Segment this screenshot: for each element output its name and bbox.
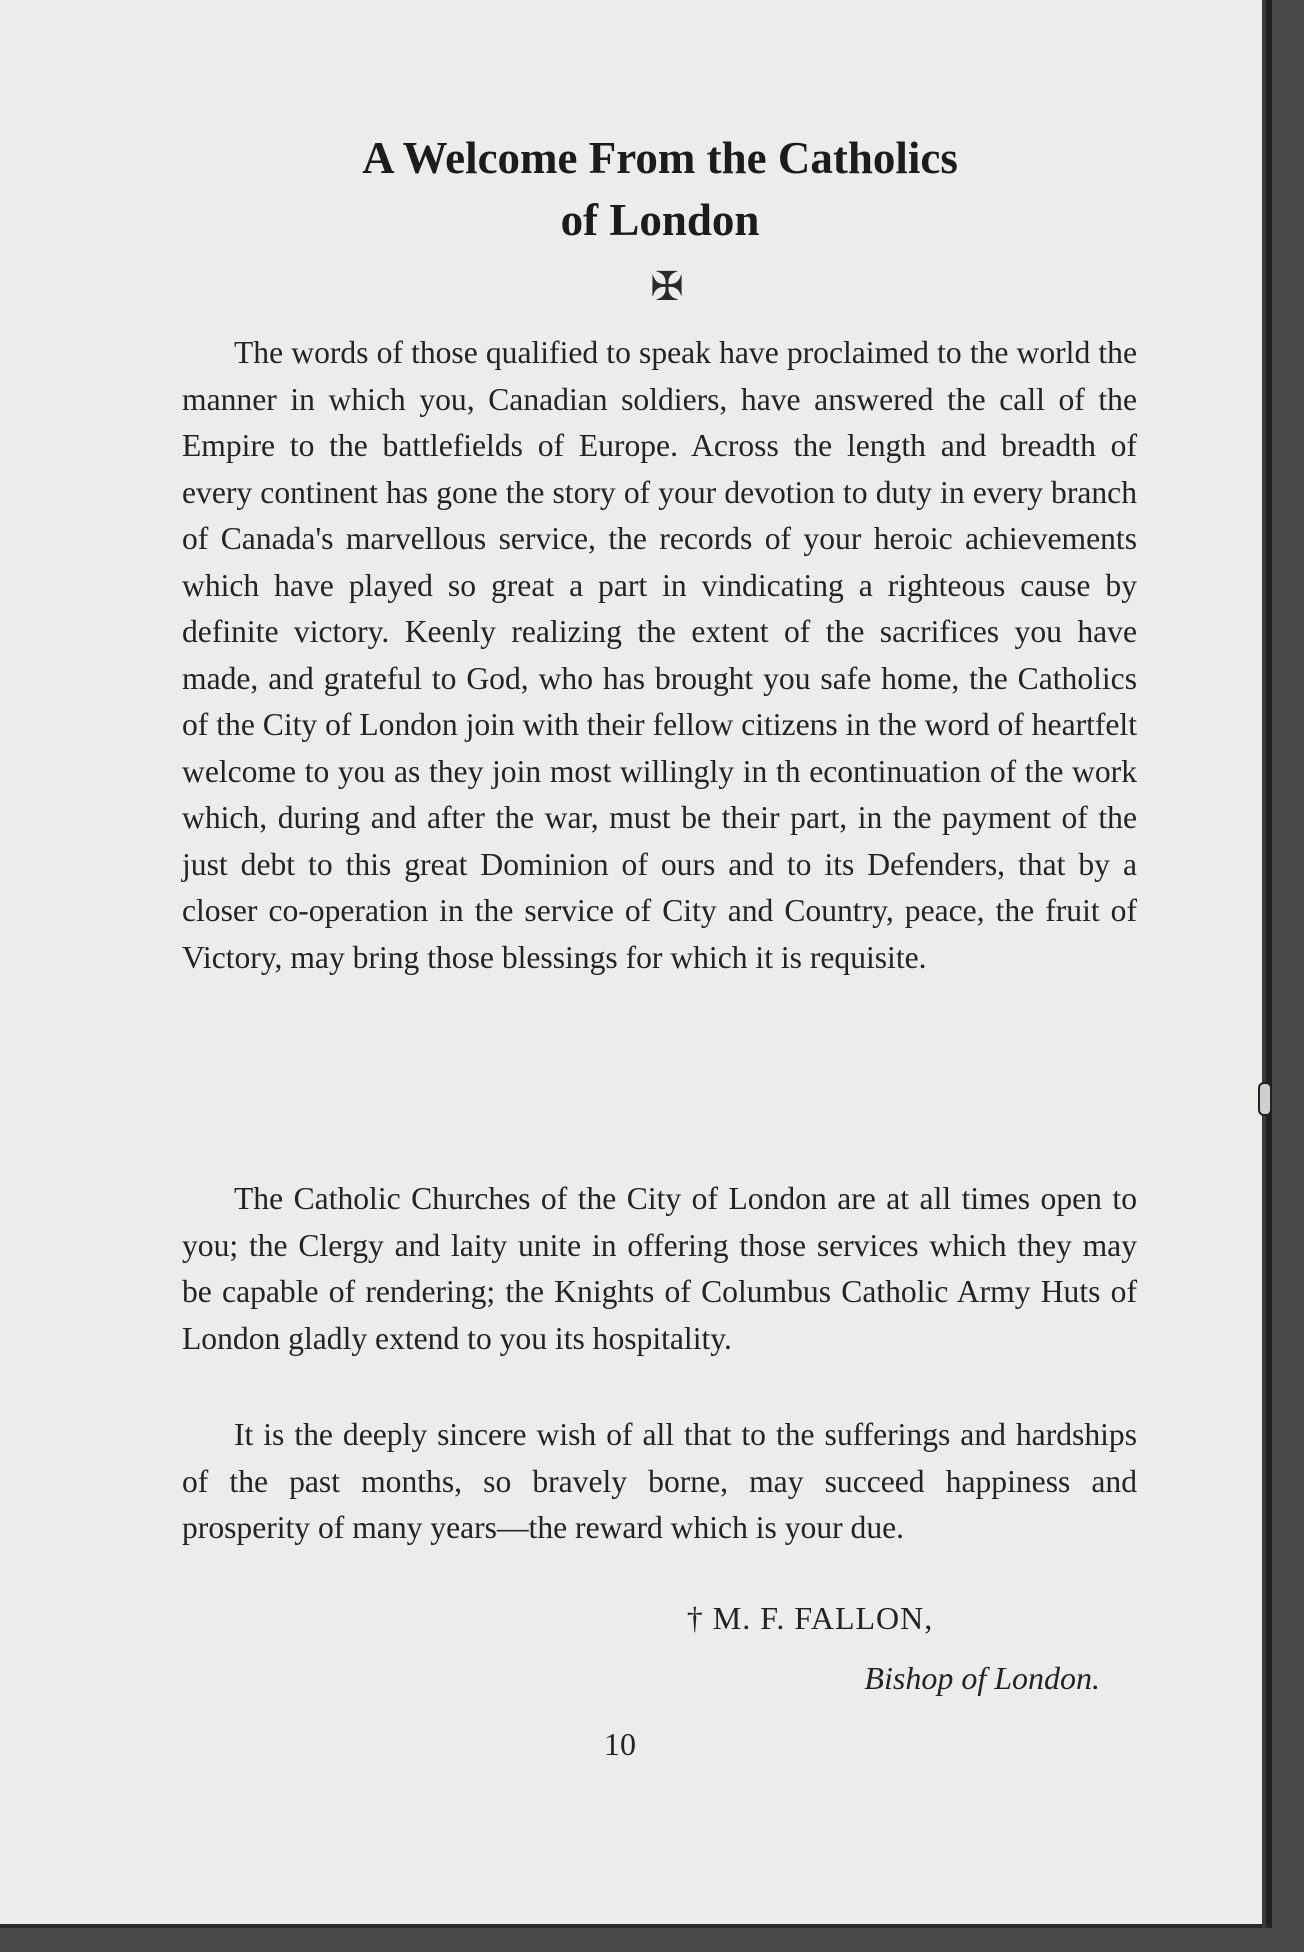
paragraph-1: The words of those qualified to speak have proclaimed to the world the manner in which you, Canadian soldiers, have answered the call of the Empire to the battlefields of Europe. Across the length and breadth of every continent has gone the story of your devotion to duty in every branch of Canada's marvellous service, the records of your heroic achievements which have played so great a part in vindicating a righteous cause by definite victory. Keenly realizing the extent of the sacrifices you have made, and grateful to God, who has brought you safe home, the Catholics of the City of London join with their fellow citizens in the word of heartfelt welcome to you as they join most willingly in th econtinuation of the work which, during and after the war, must be their part, in the payment of the just debt to this great Dominion of ours and to its Defenders, that by a closer co-operation in the service of City and Country, peace, the fruit of Victory, may bring those blessings for which it is requisite. — [182, 335, 1137, 975]
paragraph-2: The Catholic Churches of the City of London are at all times open to you; the Clergy and laity unite in offering those services which they may be capable of rendering; the Knights of Columbus Catholic Army Huts of London gladly extend to you its hospitality. — [182, 1181, 1137, 1356]
signature-name: † M. F. FALLON, — [686, 1600, 934, 1636]
signature-title: Bishop of London. — [864, 1660, 1100, 1696]
paragraph-3: It is the deeply sincere wish of all that to the sufferings and hardships of the past months, so bravely borne, may succeed happiness and prosperity of many years—the reward which is your due. — [182, 1417, 1137, 1545]
page-number: 10 — [604, 1726, 636, 1762]
book-spine-edge — [1262, 0, 1266, 1928]
cross-ornament-icon: ✠ — [650, 264, 684, 309]
binding-clip-icon — [1258, 1082, 1272, 1116]
title-line-2: of London — [560, 195, 760, 245]
title-line-1: A Welcome From the Catholics — [362, 133, 958, 183]
